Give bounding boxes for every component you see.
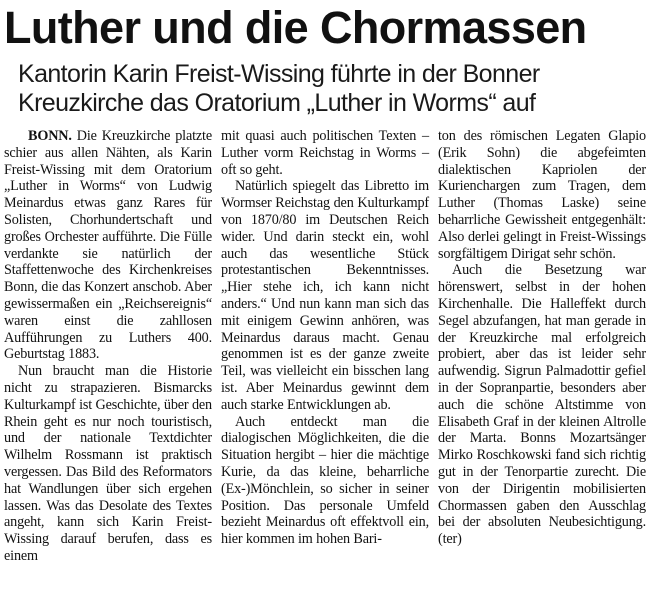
article-body (4, 128, 646, 565)
column-3 (438, 128, 646, 565)
subheadline (18, 60, 646, 118)
subheadline-line-1: Kantorin Karin Freist-Wissing führte in der Bonner (18, 60, 540, 88)
dateline: BONN. (28, 128, 72, 144)
paragraph (438, 262, 646, 548)
paragraph-text: Die Kreuzkirche platzte schier aus allen Nähten, als Karin Freist-Wissing mit dem Oratorium „Luther in Worms“ von Ludwig Meinardus etwas ganz Rares für Solisten, Chorhundertschaft und großes Orchester aufführte. Die Fülle verdankte sie natürlich der Staffettenwoche des Kirchenkreises Bonn, die das Konzert anschob. Aber gewissermaßen ein „Reichsereignis“ waren einst die zahllosen Aufführungen zu Luthers 400. Geburtstag 1883. (4, 128, 212, 363)
column-2 (221, 128, 429, 565)
paragraph: ton des römischen Legaten Glapio (Erik Sohn) die abgefeimten dialektischen Kapriolen der Kurienchargen zum Tragen, dem Luther (Thomas Laske) seine beharrliche Gewissheit entgegenhält: Also derlei gelingt in Freist-Wissings sorgfältigem Dirigat sehr schön. (438, 128, 646, 262)
subheadline-line-2: Kreuzkirche das Oratorium „Luther in Worms“ auf (18, 89, 536, 117)
paragraph: Auch entdeckt man die dialogischen Möglichkeiten, die die Situation hergibt – hier die mächtige Kurie, da das kleine, beharrliche (Ex-)Mönchlein, so sicher in seiner Position. Das personale Umfeld bezieht Meinardus oft effektvoll ein, hier kommen im hohen Bari- (221, 413, 429, 548)
headline: Luther und die Chormassen (4, 2, 587, 53)
paragraph-text: Auch die Besetzung war hörenswert, selbst in der hohen Kirchenhalle. Die Halleffekt durch Segel abzufangen, hat man gerade in der Kreuzkirche mal erfolgreich probiert, aber das ist leider sehr aufwendig. Sigrun Palmadottir gefiel in der Sopranpartie, besonders aber auch die schöne Altstimme von Elisabeth Graf in der kleinen Altrolle der Marta. Bonns Mozartsänger Mirko Roschkowski fand sich richtig gut in der Tenorpartie zurecht. Die von der Dirigentin mobilisierten Chormassen gaben den Ausschlag bei der absoluten Neubesichtigung. (438, 262, 646, 531)
paragraph: Natürlich spiegelt das Libretto im Wormser Reichstag den Kulturkampf von 1870/80 im Deutschen Reich wider. Und darin steckt ein, wohl auch das wesentliche Stück protestantischen Bekenntnisses. „Hier stehe ich, ich kann nicht anders.“ Und nun kann man sich das mit einigem Gewinn anhören, was Meinardus daraus macht. Genau genommen ist es der ganze zweite Teil, was vielleicht ein bisschen lang ist. Aber Meinardus gewinnt dem auch starke Entwicklungen ab. (221, 178, 429, 413)
paragraph: Nun braucht man die Historie nicht zu strapazieren. Bismarcks Kulturkampf ist Geschichte, über den Rhein geht es nur noch touristisch, und der nationale Textdichter Wilhelm Rossmann ist praktisch vergessen. Das Bild des Reformators hat Wandlungen über sich ergehen lassen. Was das Desolate des Textes angeht, kann sich Karin Freist-Wissing darauf berufen, dass es einem (4, 363, 212, 564)
paragraph: mit quasi auch politischen Texten – Luther vorm Reichstag in Worms – oft so geht. (221, 128, 429, 178)
paragraph (4, 128, 212, 363)
author-signature: (ter) (438, 531, 462, 548)
column-1 (4, 128, 212, 565)
